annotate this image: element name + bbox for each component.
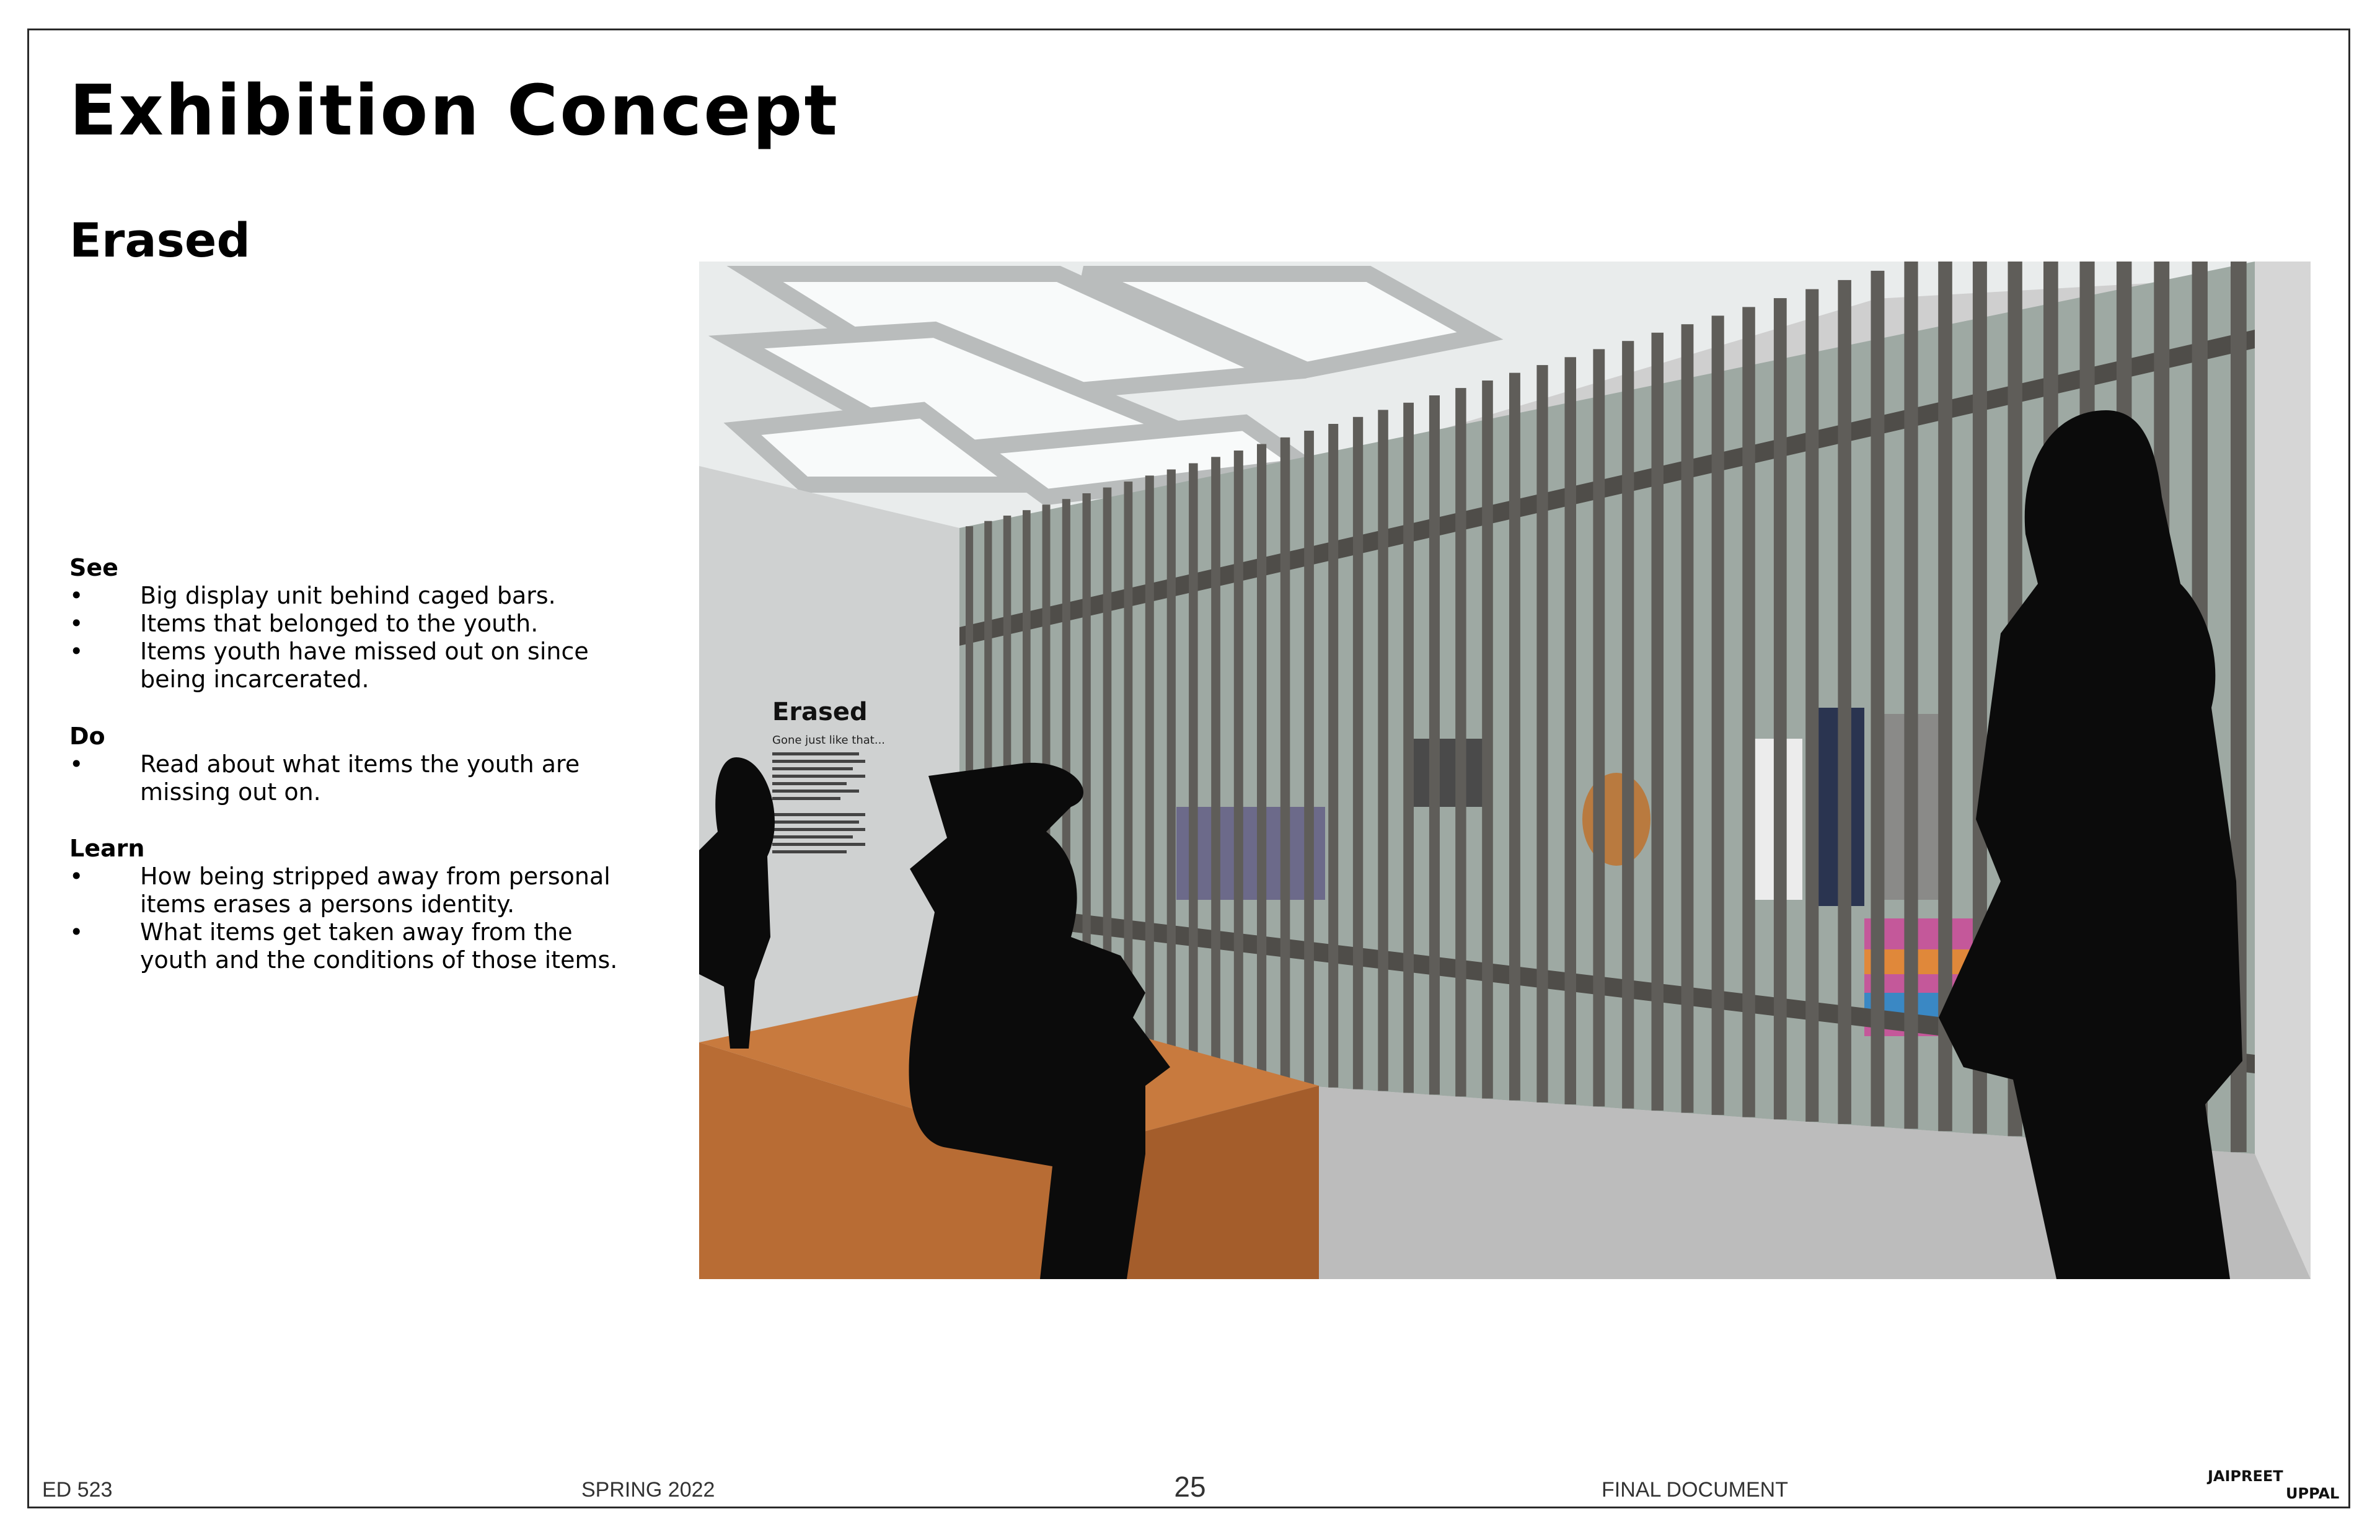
cage-bar [1482,381,1493,1099]
cage-bar [1565,357,1577,1104]
cage-bar [1652,333,1664,1111]
section-heading-learn: Learn [69,835,145,862]
list-item: • Items that belonged to the youth. [69,610,627,638]
cage-bar [1328,424,1338,1088]
section-learn [69,834,627,974]
page-number: 25 [1174,1471,1206,1503]
section-see [69,553,627,693]
author-logo [2206,1464,2343,1503]
section-heading-see: See [69,554,118,581]
exhibition-render-image [699,262,2311,1279]
cage-bar [1536,365,1548,1102]
list-item: • Items youth have missed out on since being incarcerated. [69,638,627,693]
cage-bar [1429,395,1440,1094]
cage-bar [1838,280,1851,1124]
cage-bar [1189,464,1198,1078]
bullet-list-do [69,750,627,806]
page-subtitle: Erased [69,213,250,268]
cage-bar [1509,373,1520,1101]
cage-bar [1211,457,1220,1079]
bullet-list-learn [69,863,627,974]
cage-bar [1167,470,1176,1076]
cage-bar [1904,262,1918,1129]
footer-term: SPRING 2022 [581,1478,715,1502]
list-item: • Big display unit behind caged bars. [69,582,627,610]
page-title: Exhibition Concept [69,71,839,151]
cage-bar [1742,307,1755,1117]
footer-document: FINAL DOCUMENT [1602,1478,1788,1502]
cage-bar [1871,271,1885,1127]
list-item: • How being stripped away from personal items erases a persons identity. [69,863,627,918]
section-heading-do: Do [69,723,105,750]
list-item: • Read about what items the youth are missing out on. [69,750,627,806]
cage-bar [1257,444,1266,1083]
wall-subtitle: Gone just like that... [772,734,886,747]
right-column [2255,262,2311,1279]
cage-bar [1403,403,1414,1093]
cage-bar [1234,451,1243,1081]
cage-bar [1145,475,1154,1074]
cage-bar [1455,388,1466,1096]
wall-title: Erased [772,698,868,726]
cage-bar [1280,438,1290,1084]
list-item: • What items get taken away from the youth and the conditions of those items. [69,918,627,974]
cage-bar [1622,341,1634,1109]
cage-bar [1681,324,1694,1112]
exhibition-render-illustration [699,262,2311,1279]
cage-bar [1378,410,1388,1091]
cage-bar [1304,431,1314,1086]
cage-bar [1353,417,1363,1089]
bullet-list-see [69,582,627,693]
logo-last-name: UPPAL [2286,1485,2340,1502]
logo-first-name: JAIPREET [2208,1467,2283,1485]
cage-bar [1712,315,1724,1115]
cage-bar [1774,298,1787,1119]
section-do [69,722,627,806]
footer-course: ED 523 [42,1478,113,1502]
cage-bar [1593,349,1605,1106]
cage-bar [1805,289,1818,1122]
